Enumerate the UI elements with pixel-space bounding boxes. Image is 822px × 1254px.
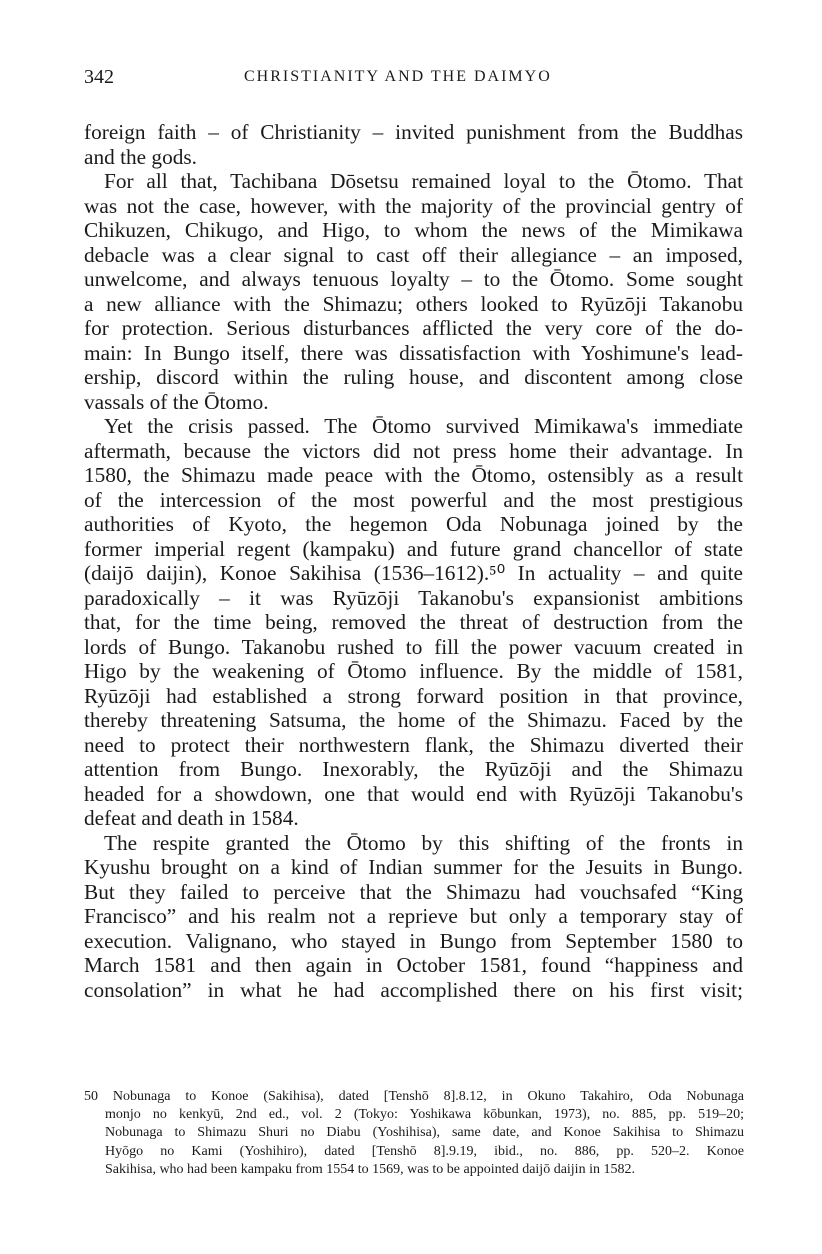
text-line: The respite granted the Ōtomo by this shifting of the fronts in xyxy=(104,830,743,855)
footnote-line: monjo no kenkyū, 2nd ed., vol. 2 (Tokyo: Yoshikawa kōbunkan, 1973), no. 885, pp. 519–20; xyxy=(105,1107,744,1123)
text-line: (daijō daijin), Konoe Sakihisa (1536–1612).⁵⁰ In actuality – and quite xyxy=(84,561,743,585)
text-line: authorities of Kyoto, the hegemon Oda Nobunaga joined by the xyxy=(84,512,743,536)
text-line: Yet the crisis passed. The Ōtomo survived Mimikawa's immediate xyxy=(104,414,743,438)
footnote-line: 50 Nobunaga to Konoe (Sakihisa), dated [Tenshō 8].8.12, in Okuno Takahiro, Oda Nobunaga xyxy=(84,1089,744,1104)
text-line: Kyushu brought on a kind of Indian summer for the Jesuits in Bungo. xyxy=(84,855,743,879)
running-title: CHRISTIANITY AND THE DAIMYO xyxy=(244,68,552,85)
text-line: But they failed to perceive that the Shimazu had vouchsafed “King xyxy=(84,879,743,904)
text-line: attention from Bungo. Inexorably, the Ryūzōji and the Shimazu xyxy=(84,757,743,781)
text-line: March 1581 and then again in October 1581, found “happiness and xyxy=(84,953,743,977)
text-line: unwelcome, and always tenuous loyalty – to the Ōtomo. Some sought xyxy=(84,267,743,291)
text-line: execution. Valignano, who stayed in Bungo from September 1580 to xyxy=(84,928,743,953)
text-line: For all that, Tachibana Dōsetsu remained loyal to the Ōtomo. That xyxy=(104,169,743,193)
text-line: former imperial regent (kampaku) and future grand chancellor of state xyxy=(84,536,743,561)
text-line: for protection. Serious disturbances afflicted the very core of the do- xyxy=(84,316,743,340)
text-line: foreign faith – of Christianity – invited punishment from the Buddhas xyxy=(84,120,743,144)
body-text xyxy=(84,120,743,1002)
text-line: defeat and death in 1584. xyxy=(84,806,299,830)
text-line: Higo by the weakening of Ōtomo influence. By the middle of 1581, xyxy=(84,659,743,683)
text-line: of the intercession of the most powerful and the most prestigious xyxy=(84,487,743,512)
footnote-line: Sakihisa, who had been kampaku from 1554 to 1569, was to be appointed daijō daijin in 1582. xyxy=(105,1161,635,1177)
text-line: was not the case, however, with the majority of the provincial gentry of xyxy=(84,193,743,218)
text-line: 1580, the Shimazu made peace with the Ōtomo, ostensibly as a result xyxy=(84,463,743,487)
footnote-line: Nobunaga to Shimazu Shuri no Diabu (Yoshihisa), same date, and Konoe Sakihisa to Shimazu xyxy=(105,1125,744,1141)
text-line: headed for a showdown, one that would end with Ryūzōji Takanobu's xyxy=(84,781,743,806)
text-line: thereby threatening Satsuma, the home of the Shimazu. Faced by the xyxy=(84,708,743,732)
text-line: Ryūzōji had established a strong forward position in that province, xyxy=(84,683,743,708)
text-line: consolation” in what he had accomplished there on his first visit; xyxy=(84,977,743,1002)
footnotes xyxy=(84,1088,744,1179)
text-line: vassals of the Ōtomo. xyxy=(84,389,269,414)
text-line: main: In Bungo itself, there was dissatisfaction with Yoshimune's lead- xyxy=(84,340,743,365)
text-line: need to protect their northwestern flank, the Shimazu diverted their xyxy=(84,732,743,757)
text-line: lords of Bungo. Takanobu rushed to fill the power vacuum created in xyxy=(84,634,743,659)
text-line: paradoxically – it was Ryūzōji Takanobu's expansionist ambitions xyxy=(84,585,743,610)
page-number: 342 xyxy=(84,66,114,88)
footnote-line: Hyōgo no Kami (Yoshihiro), dated [Tenshō 8].9.19, ibid., no. 886, pp. 520–2. Konoe xyxy=(105,1143,744,1159)
text-line: and the gods. xyxy=(84,144,197,169)
text-line: aftermath, because the victors did not press home their advantage. In xyxy=(84,438,743,463)
text-line: ership, discord within the ruling house, and discontent among close xyxy=(84,365,743,389)
text-line: Francisco” and his realm not a reprieve but only a temporary stay of xyxy=(84,904,743,928)
text-line: debacle was a clear signal to cast off their allegiance – an imposed, xyxy=(84,242,743,267)
text-line: a new alliance with the Shimazu; others looked to Ryūzōji Takanobu xyxy=(84,291,743,316)
text-line: Chikuzen, Chikugo, and Higo, to whom the news of the Mimikawa xyxy=(84,218,743,242)
running-head xyxy=(84,66,744,92)
text-line: that, for the time being, removed the threat of destruction from the xyxy=(84,610,743,634)
